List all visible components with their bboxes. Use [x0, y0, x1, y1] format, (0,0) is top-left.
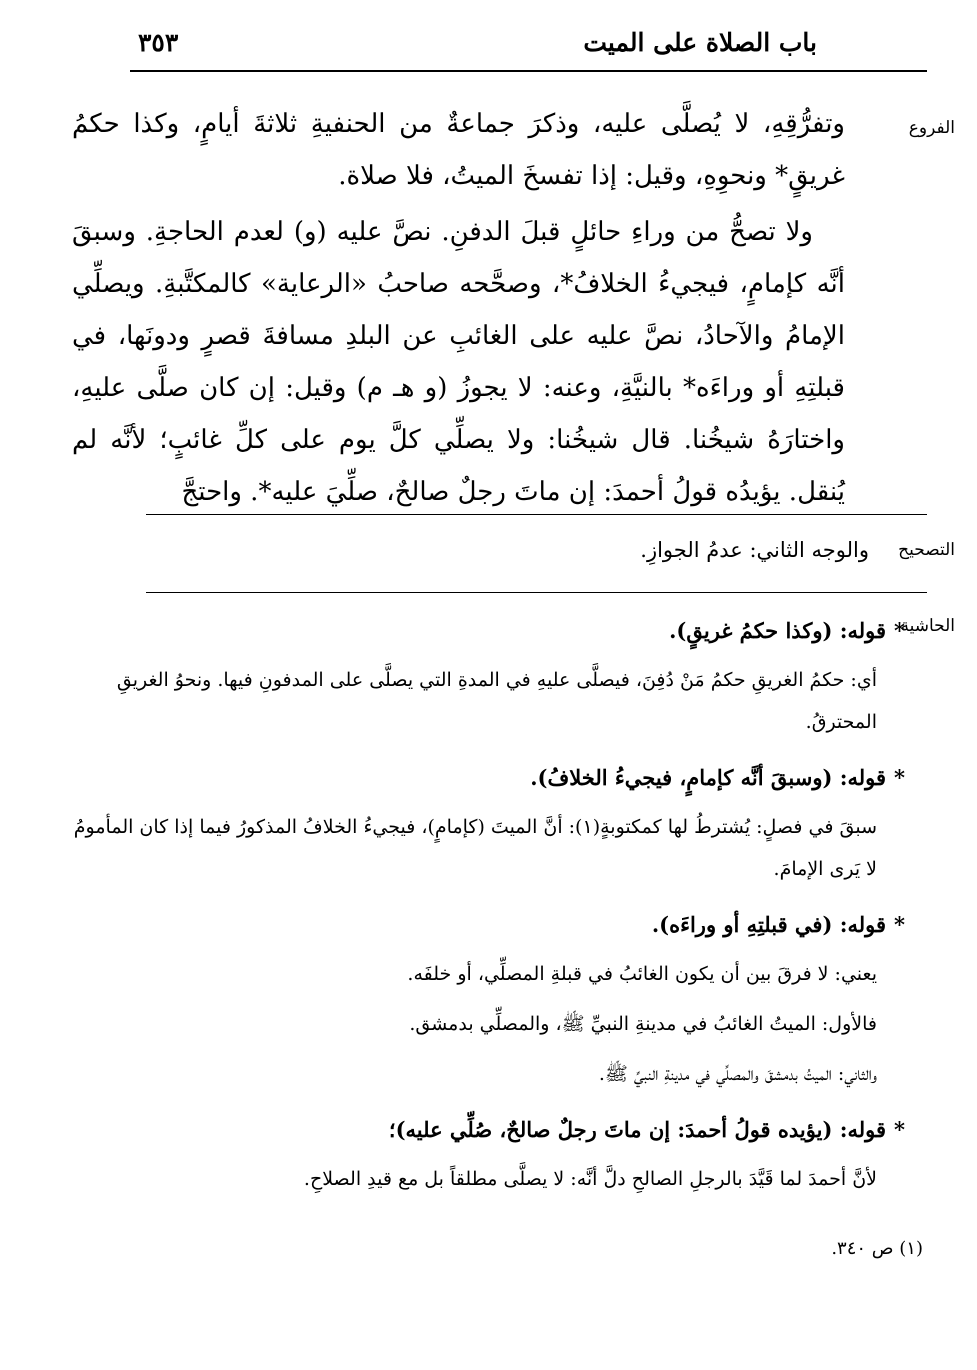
page-header — [130, 28, 927, 72]
asterisk-marker: * — [894, 912, 905, 937]
asterisk-marker: * — [894, 765, 905, 790]
side-label-hashiya: الحاشية — [900, 616, 955, 636]
side-label-furu: الفروع — [908, 118, 955, 138]
asterisk-marker: * — [894, 1117, 905, 1142]
hashiya-quote-1: *قوله: (وكذا حكمُ غريقٍ). — [669, 618, 905, 643]
hashiya-quote-2: *قوله: (وسبقَ أنَّه كإمامٍ، فيجيءُ الخلافُ). — [530, 765, 905, 790]
asterisk-marker: * — [894, 618, 905, 643]
footnote: (١) ص ٣٤٠. — [831, 1238, 923, 1259]
tashih-text: والوجه الثاني: عدمُ الجوازِ. — [640, 538, 869, 562]
page-number: ٣٥٣ — [138, 28, 179, 57]
main-paragraph-1: وتفرُّقِهِ، لا يُصلَّى عليه، وذكرَ جماعةٌ من الحنفيةِ ثلاثةَ أيامٍ، وكذا حكمُ غريقٍ* ونحوِهِ، وقيل: إذا تفسخَ الميتُ، فلا صلاة. — [72, 109, 845, 191]
chapter-title: باب الصلاة على الميت — [583, 28, 817, 57]
side-label-tashih: التصحيح — [898, 540, 955, 560]
hashiya-body-3b: فالأول: الميتُ الغائبُ في مدينةِ النبيِّ ﷺ، والمصلِّي بدمشق. — [409, 1013, 877, 1035]
hashiya-body-3a: يعني: لا فرقَ بين أن يكون الغائبُ في قبلةِ المصلِّي، أو خلفَه. — [407, 963, 877, 985]
hashiya-body-4: لأنَّ أحمدَ لما قَيَّدَ بالرجلِ الصالحِ دلَّ أنَّه: لا يصلَّى مطلقاً بل مع قيدِ الصلاحِ. — [303, 1168, 877, 1190]
hashiya-quote-4: *قوله: (يؤيده قولُ أحمدَ: إن ماتَ رجلٌ صالحٌ، صُلِّي عليه)؛ — [388, 1117, 905, 1142]
hashiya-section — [66, 618, 905, 1222]
divider-tashih — [146, 514, 927, 515]
hashiya-body-2: سبقَ في فصلٍ: يُشترطُ لها كمكتوبةٍ(١): أنَّ الميتَ (كإمامٍ)، فيجيءُ الخلافُ المذكورُ فيما إذا كان المأمومُ لا يَرى الإمامَ. — [73, 816, 877, 880]
main-text — [72, 98, 845, 518]
header-rule — [130, 70, 927, 72]
hashiya-body-3c: والثاني: الميتُ بدمشقَ والمصلِّي في مدينةِ النبيِّ ﷺ. — [598, 1063, 877, 1085]
divider-hashiya — [146, 592, 927, 593]
main-paragraph-2: ولا تصحُّ من وراءِ حائلٍ قبلَ الدفنِ. نصَّ عليه (و) لعدم الحاجةِ. وسبقَ أنَّه كإمامٍ، فيجيءُ الخلافُ*، وصحَّحه صاحبُ «الرعاية» كالمكتَّبةِ. ويصلِّي الإمامُ والآحادُ، نصَّ عليه على الغائبِ عن البلدِ مسافةَ قصرٍ ودونَها، في قبلتِهِ أو وراءَه* بالنيَّةِ، وعنه: لا يجوزُ (و هـ م) وقيل: إن كان صلَّى عليهِ، واختارَهُ شيخُنا. قال شيخُنا: ولا يصلِّي كلَّ يوم على كلِّ غائبٍ؛ لأنَّه لم يُنقل. يؤيدُه قولُ أحمدَ: إن ماتَ رجلٌ صالحٌ، صلِّيَ عليه*. واحتجَّ — [72, 217, 845, 507]
hashiya-body-1: أي: حكمُ الغريقِ حكمُ مَنْ دُفِنَ، فيصلَّى عليهِ في المدةِ التي يصلَّى على المدفونِ فيها. ونحوُ الغريقِ المحترقُ. — [116, 669, 877, 733]
hashiya-quote-3: *قوله: (في قبلتِهِ أو وراءَه). — [651, 912, 905, 937]
